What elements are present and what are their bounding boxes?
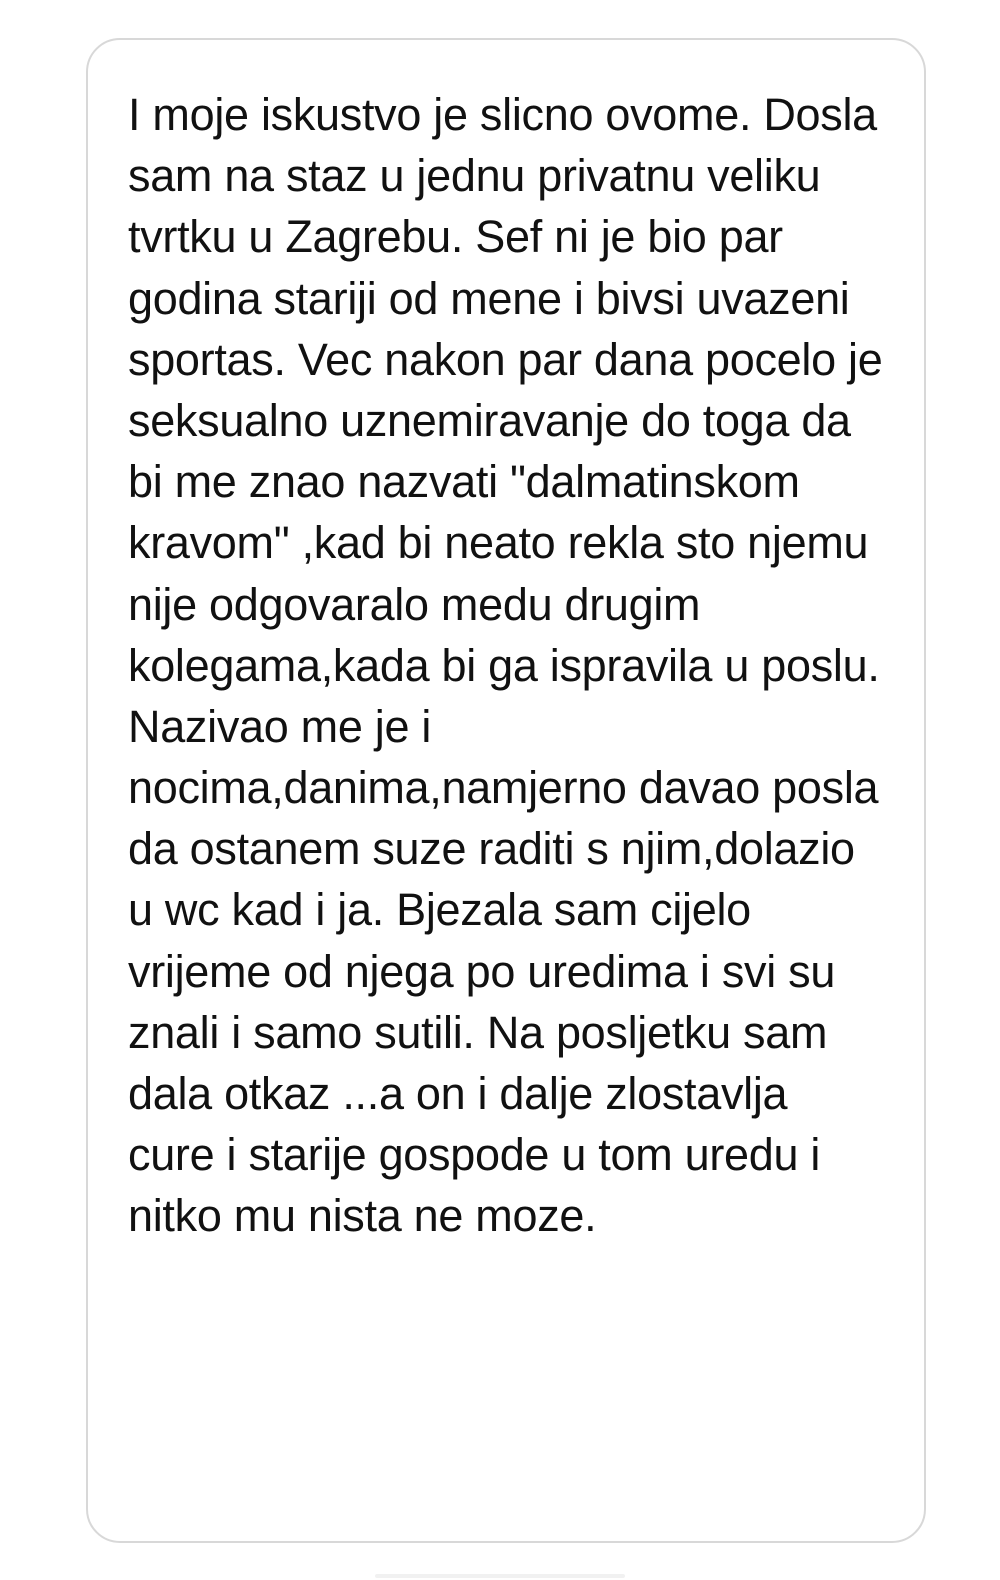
bottom-bar — [0, 1570, 1000, 1580]
message-body-text: I moje iskustvo je slicno ovome. Dosla sam na staz u jednu privatnu veliku tvrtku u Zagrebu. Sef ni je bio par godina stariji od mene i bivsi uvazeni sportas. Vec nakon par dana pocelo je seksualno uznemiravanje do toga da bi me znao nazvati "dalmatinskom kravom" ,kad bi neato rekla sto njemu nije odgovaralo medu drugim kolegama,kada bi ga ispravila u poslu. Nazivao me je i nocima,danima,namjerno davao posla da ostanem suze raditi s njim,dolazio u wc kad i ja. Bjezala sam cijelo vrijeme od njega po uredima i svi su znali i samo sutili. Na posljetku sam dala otkaz ...a on i dalje zlostavlja cure i starije gospode u tom uredu i nitko mu nista ne moze. — [128, 89, 895, 1242]
message-bubble[interactable] — [86, 38, 926, 1543]
home-indicator — [375, 1574, 625, 1578]
